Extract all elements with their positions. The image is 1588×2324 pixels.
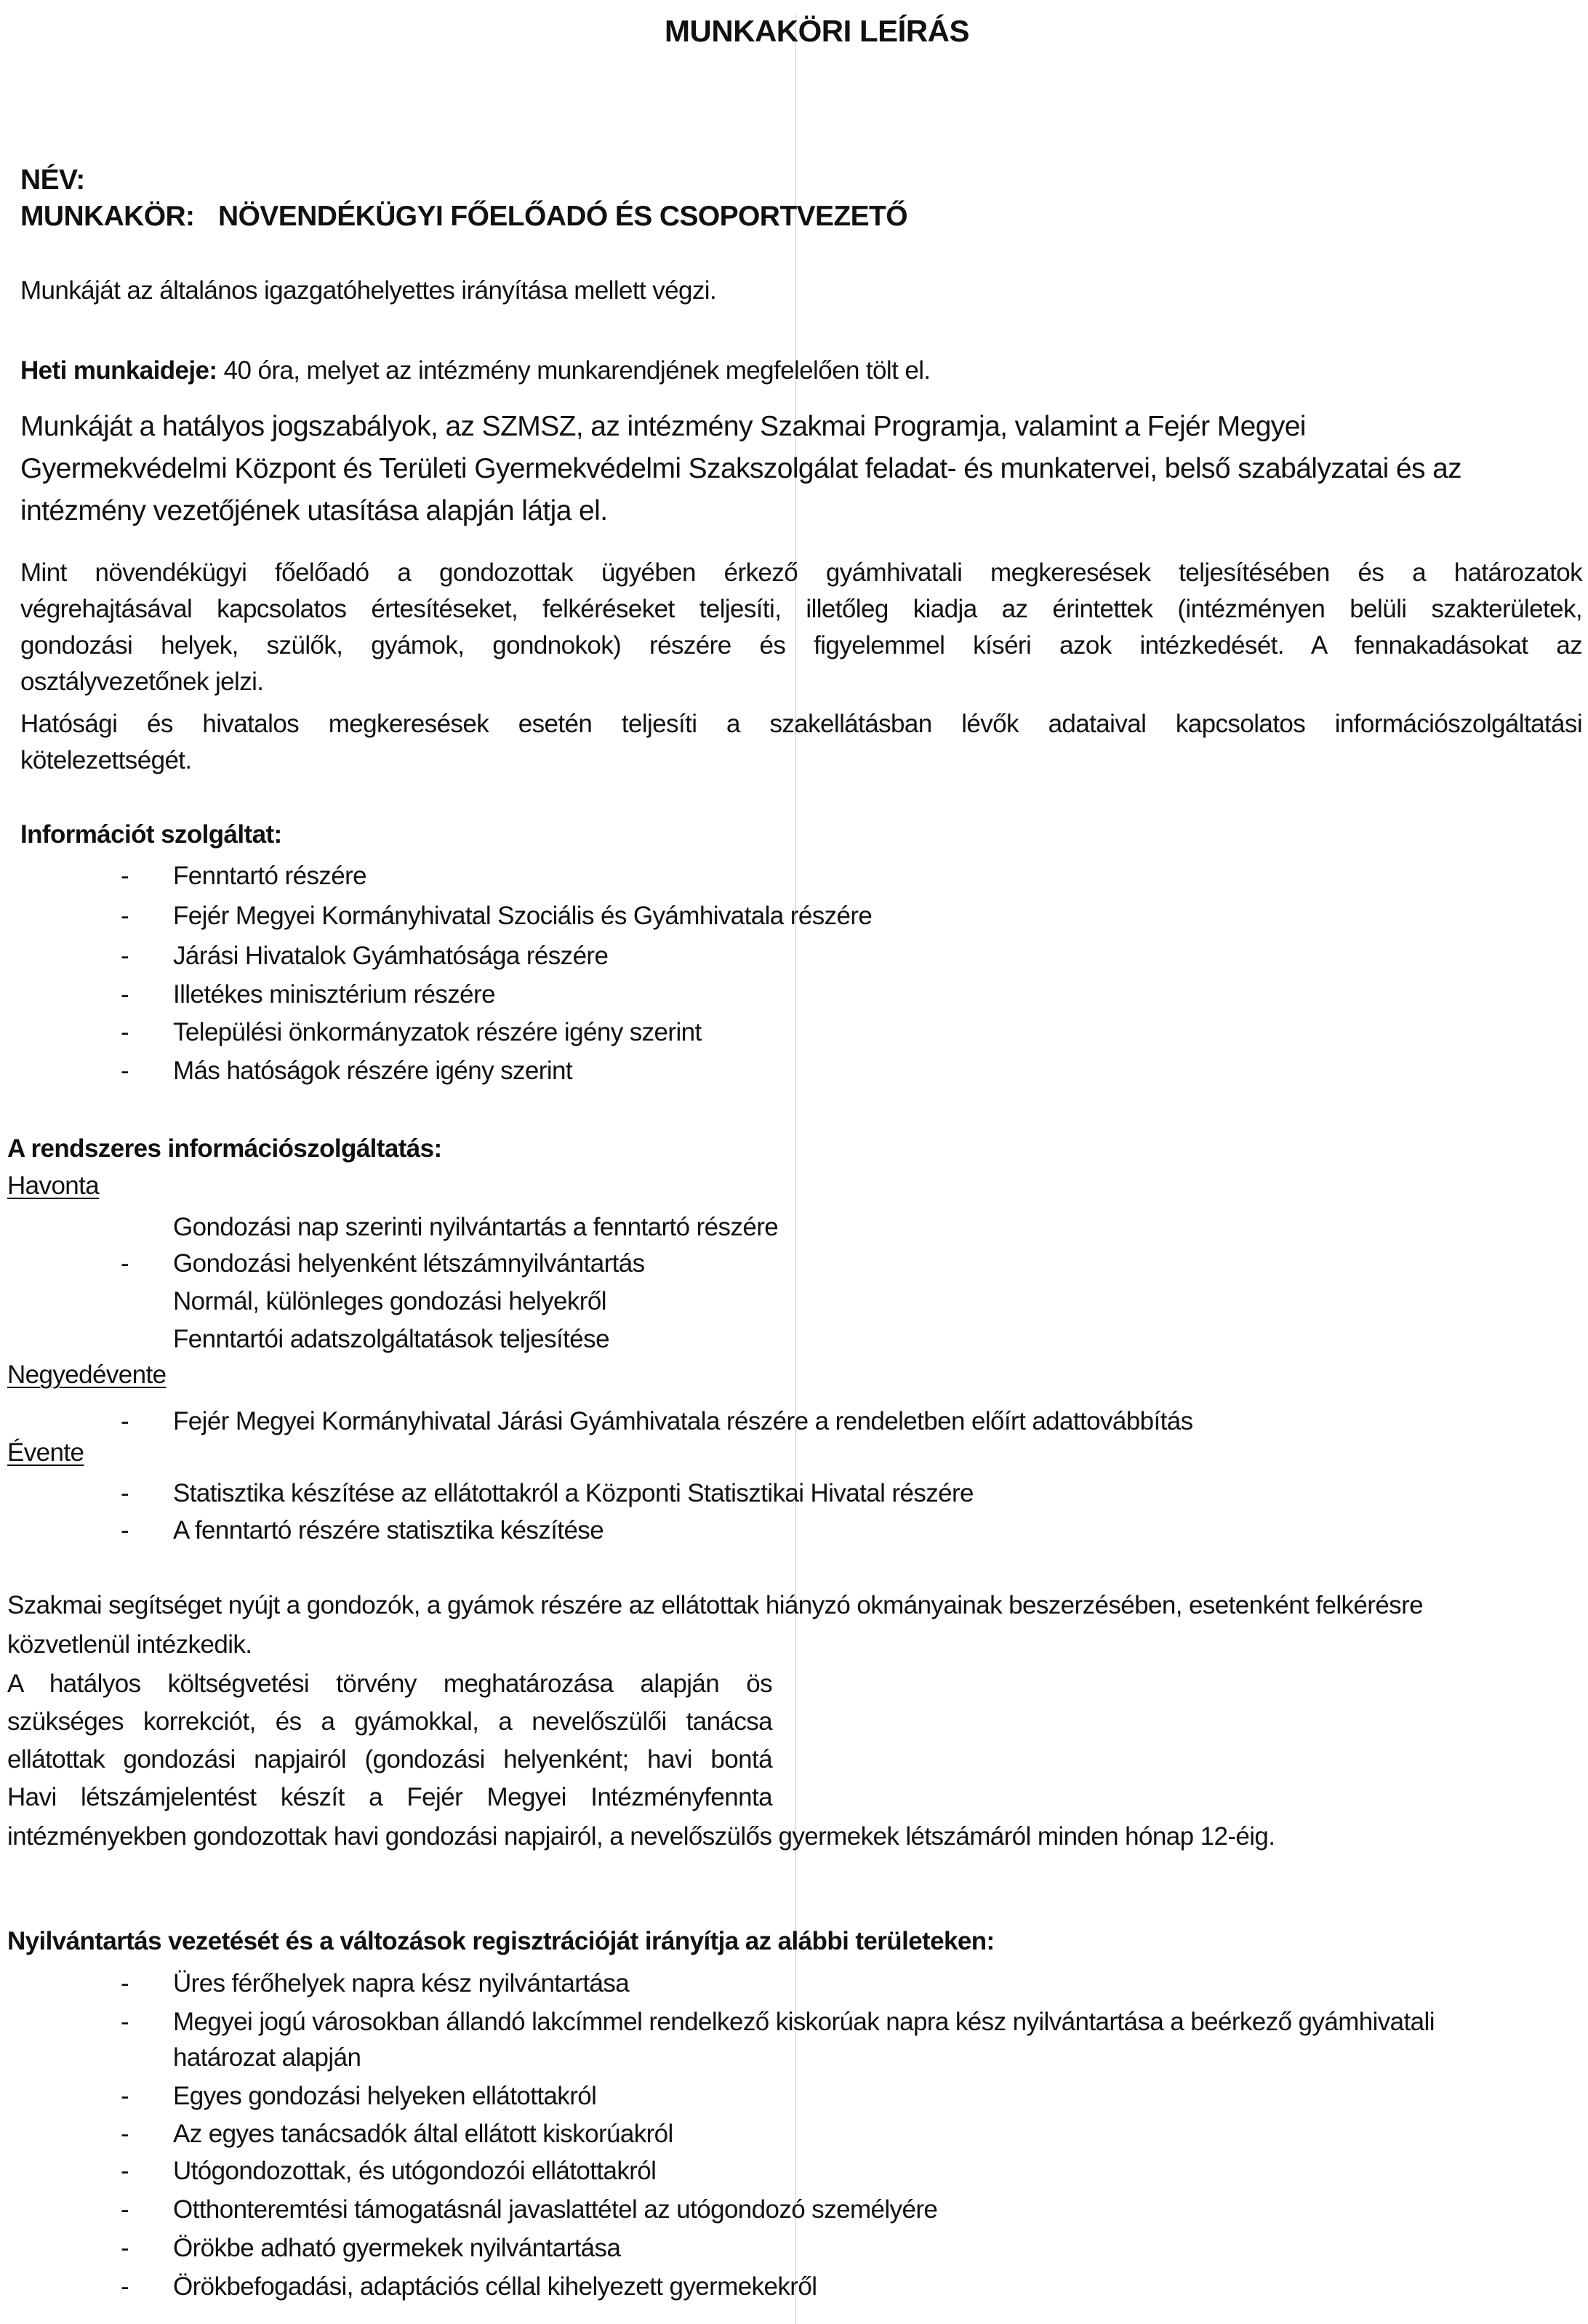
list-dash: - bbox=[121, 862, 129, 890]
list-dash: - bbox=[121, 2008, 129, 2036]
working-hours-line bbox=[20, 358, 931, 383]
list-dash: - bbox=[121, 1479, 129, 1507]
paragraph-3-line-2: kötelezettségét. bbox=[20, 746, 192, 774]
registry-item: Az egyes tanácsadók által ellátott kiskorúakról bbox=[173, 2120, 673, 2148]
list-dash: - bbox=[121, 1969, 129, 1998]
monthly-label: Havonta bbox=[7, 1171, 100, 1200]
paragraph-1-line-1: Munkáját a hatályos jogszabályok, az SZMSZ, az intézmény Szakmai Programja, valamint a Fejér Megyei bbox=[20, 411, 1306, 442]
monthly-item: Normál, különleges gondozási helyekről bbox=[173, 1287, 606, 1315]
yearly-label: Évente bbox=[7, 1438, 84, 1467]
registry-item: Üres férőhelyek napra kész nyilvántartása bbox=[173, 1969, 630, 1998]
working-hours-text: 40 óra, melyet az intézmény munkarendjének megfelelően tölt el. bbox=[223, 356, 931, 385]
paragraph-4-line-2: közvetlenül intézkedik. bbox=[7, 1630, 252, 1659]
registry-item-continuation: határozat alapján bbox=[173, 2043, 361, 2072]
list-dash: - bbox=[121, 942, 129, 970]
paragraph-2-line-4: osztályvezetőnek jelzi. bbox=[20, 668, 264, 696]
paragraph-2-line-1: Mint növendékügyi főelőadó a gondozottak ügyében érkező gyámhivatali megkeresések teljesítésében és a határozatok bbox=[20, 558, 1582, 587]
paragraph-2-line-3: gondozási helyek, szülők, gyámok, gondnokok) részére és figyelemmel kíséri azok intézkedését. A fennakadásokat az bbox=[20, 631, 1582, 660]
registry-item: Egyes gondozási helyeken ellátottakról bbox=[173, 2082, 597, 2110]
info-item: Települési önkormányzatok részére igény szerint bbox=[173, 1018, 702, 1046]
info-item: Illetékes minisztérium részére bbox=[173, 980, 495, 1009]
list-dash: - bbox=[121, 1018, 129, 1046]
yearly-item: Statisztika készítése az ellátottakról a Központi Statisztikai Hivatal részére bbox=[173, 1479, 974, 1507]
list-dash: - bbox=[121, 2195, 129, 2224]
document-title: MUNKAKÖRI LEÍRÁS bbox=[665, 14, 969, 48]
list-dash: - bbox=[121, 2272, 129, 2301]
paragraph-1-line-3: intézmény vezetőjének utasítása alapján látja el. bbox=[20, 495, 608, 526]
role-label: MUNKAKÖR: bbox=[20, 201, 195, 232]
paragraph-5-line-2: szükséges korrekciót, és a gyámokkal, a nevelőszülői tanácsa bbox=[7, 1707, 772, 1736]
info-heading: Információt szolgáltat: bbox=[20, 820, 282, 849]
registry-item: Megyei jogú városokban állandó lakcímmel rendelkező kiskorúak napra kész nyilvántartása a beérkező gyámhivatali bbox=[173, 2008, 1435, 2036]
paragraph-5-line-4: Havi létszámjelentést készít a Fejér Megyei Intézményfennta bbox=[7, 1783, 772, 1811]
list-dash: - bbox=[121, 2120, 129, 2148]
regular-info-heading: A rendszeres információszolgáltatás: bbox=[7, 1134, 442, 1163]
paragraph-5-line-5: intézményekben gondozottak havi gondozási napjairól, a nevelőszülős gyermekek létszámáról minden hónap 12-éig. bbox=[7, 1822, 1275, 1851]
info-item: Fejér Megyei Kormányhivatal Szociális és Gyámhivatala részére bbox=[173, 902, 873, 930]
paragraph-2-line-2: végrehajtásával kapcsolatos értesítéseket, felkéréseket teljesíti, illetőleg kiadja az érintettek (intézményen belüli szakterületek, bbox=[20, 595, 1582, 623]
role-value: NÖVENDÉKÜGYI FŐELŐADÓ ÉS CSOPORTVEZETŐ bbox=[218, 201, 907, 232]
yearly-item: A fenntartó részére statisztika készítése bbox=[173, 1516, 604, 1544]
list-dash: - bbox=[121, 1516, 129, 1544]
paragraph-3-line-1: Hatósági és hivatalos megkeresések esetén teljesíti a szakellátásban lévők adataival kapcsolatos információszolgáltatási bbox=[20, 710, 1582, 738]
quarterly-label: Negyedévente bbox=[7, 1361, 167, 1389]
paragraph-4-line-1: Szakmai segítséget nyújt a gondozók, a gyámok részére az ellátottak hiányzó okmányainak beszerzésében, esetenként felkérésre bbox=[7, 1591, 1424, 1619]
working-hours-label: Heti munkaideje: bbox=[20, 356, 217, 385]
list-dash: - bbox=[121, 980, 129, 1009]
list-dash: - bbox=[121, 1057, 129, 1085]
list-dash: - bbox=[121, 902, 129, 930]
list-dash: - bbox=[121, 2157, 129, 2185]
paragraph-5-line-3: ellátottak gondozási napjairól (gondozási helyenként; havi bontá bbox=[7, 1745, 772, 1774]
registry-item: Utógondozottak, és utógondozói ellátottakról bbox=[173, 2157, 657, 2185]
list-dash: - bbox=[121, 2234, 129, 2262]
registry-heading: Nyilvántartás vezetését és a változások regisztrációját irányítja az alábbi területeken: bbox=[7, 1927, 995, 1955]
quarterly-item: Fejér Megyei Kormányhivatal Járási Gyámhivatala részére a rendeletben előírt adattovábbítás bbox=[173, 1407, 1193, 1435]
info-item: Fenntartó részére bbox=[173, 862, 367, 890]
monthly-item: Gondozási nap szerinti nyilvántartás a fenntartó részére bbox=[173, 1213, 779, 1241]
monthly-item: Gondozási helyenként létszámnyilvántartás bbox=[173, 1249, 645, 1278]
paragraph-1-line-2: Gyermekvédelmi Központ és Területi Gyermekvédelmi Szakszolgálat feladat- és munkatervei, belső szabályzatai és az bbox=[20, 453, 1462, 484]
monthly-item: Fenntartói adatszolgáltatások teljesítése bbox=[173, 1325, 609, 1353]
info-item: Más hatóságok részére igény szerint bbox=[173, 1057, 572, 1085]
supervisor-line: Munkáját az általános igazgatóhelyettes irányítása mellett végzi. bbox=[20, 276, 717, 305]
registry-item: Örökbe adható gyermekek nyilvántartása bbox=[173, 2234, 621, 2262]
paragraph-5-line-1: A hatályos költségvetési törvény meghatározása alapján ös bbox=[7, 1670, 772, 1698]
name-label: NÉV: bbox=[20, 164, 85, 196]
list-dash: - bbox=[121, 2082, 129, 2110]
registry-item: Örökbefogadási, adaptációs céllal kihelyezett gyermekekről bbox=[173, 2272, 817, 2301]
info-item: Járási Hivatalok Gyámhatósága részére bbox=[173, 942, 609, 970]
list-dash: - bbox=[121, 1249, 129, 1278]
registry-item: Otthonteremtési támogatásnál javaslattétel az utógondozó személyére bbox=[173, 2195, 938, 2224]
list-dash: - bbox=[121, 1407, 129, 1435]
